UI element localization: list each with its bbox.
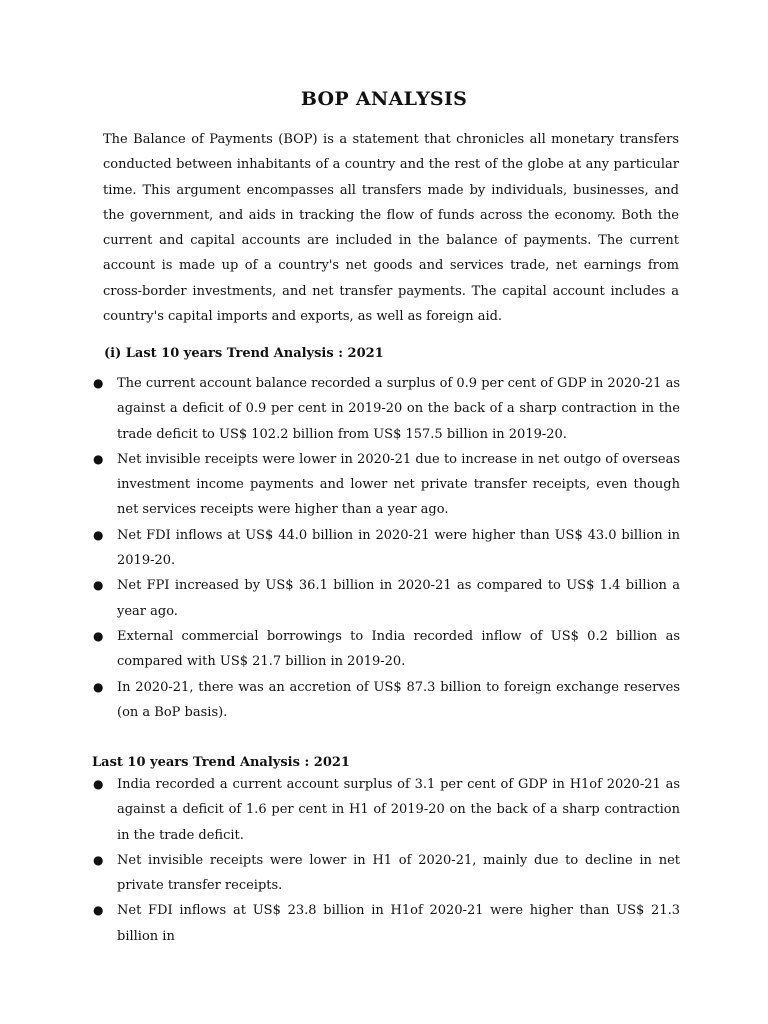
section-1-bullet-list	[92, 371, 680, 725]
bullet-item	[92, 848, 680, 899]
bullet-text: Net FPI increased by US$ 36.1 billion in 2020-21 as compared to US$ 1.4 billion a year ago.	[117, 578, 680, 619]
bullet-item	[92, 675, 680, 726]
section-2-bullet-list	[92, 772, 680, 949]
bullet-item	[92, 371, 680, 447]
bullet-text: In 2020-21, there was an accretion of US$ 87.3 billion to foreign exchange reserves (on a BoP basis).	[117, 679, 680, 720]
bullet-icon: ●	[93, 903, 104, 918]
bullet-text: External commercial borrowings to India recorded inflow of US$ 0.2 billion as compared with US$ 21.7 billion in 2019-20.	[117, 628, 680, 670]
bullet-text: Net FDI inflows at US$ 23.8 billion in H1of 2020-21 were higher than US$ 21.3 billion in	[117, 903, 680, 944]
bullet-item	[92, 447, 680, 523]
bullet-icon: ●	[93, 451, 104, 466]
bullet-icon: ●	[93, 527, 104, 542]
intro-paragraph: The Balance of Payments (BOP) is a statement that chronicles all monetary transfers conducted between inhabitants of a country and the rest of the globe at any particular time. This argument encompasses all transfers made by individuals, businesses, and the government, and aids in tracking the flow of funds across the economy. Both the current and capital accounts are included in the balance of payments. The current account is made up of a country's net goods and services trade, net earnings from cross-border investments, and net transfer payments. The capital account includes a country's capital imports and exports, as well as foreign aid.	[103, 132, 679, 325]
bullet-icon: ●	[93, 578, 104, 593]
section-1-heading: (i) Last 10 years Trend Analysis : 2021	[104, 346, 384, 361]
bullet-item	[92, 573, 680, 624]
bullet-icon: ●	[93, 777, 104, 791]
bullet-icon: ●	[93, 852, 104, 867]
bullet-icon: ●	[93, 679, 104, 694]
bullet-text: Net invisible receipts were lower in 2020-21 due to increase in net outgo of overseas investment income payments and lower net private transfer receipts, even though net services receipts were higher than a year ago.	[117, 451, 680, 518]
bullet-icon: ●	[93, 376, 104, 390]
bullet-icon: ●	[93, 628, 104, 643]
bullet-text: Net FDI inflows at US$ 44.0 billion in 2020-21 were higher than US$ 43.0 billion in 2019-20.	[117, 527, 680, 569]
bullet-text: The current account balance recorded a surplus of 0.9 per cent of GDP in 2020-21 as against a deficit of 0.9 per cent in 2019-20 on the back of a sharp contraction in the trade deficit to US$ 102.2 billion from US$ 157.5 billion in 2019-20.	[117, 376, 680, 442]
bullet-item	[92, 523, 680, 574]
bullet-item	[92, 624, 680, 675]
bullet-item	[92, 898, 680, 949]
bullet-item	[92, 772, 680, 848]
bullet-text: India recorded a current account surplus of 3.1 per cent of GDP in H1of 2020-21 as against a deficit of 1.6 per cent in H1 of 2019-20 on the back of a sharp contraction in the trade deficit.	[117, 777, 680, 843]
document-title: BOP ANALYSIS	[300, 88, 468, 110]
section-2-heading: Last 10 years Trend Analysis : 2021	[92, 755, 350, 770]
bullet-text: Net invisible receipts were lower in H1 of 2020-21, mainly due to decline in net private transfer receipts.	[117, 852, 680, 894]
